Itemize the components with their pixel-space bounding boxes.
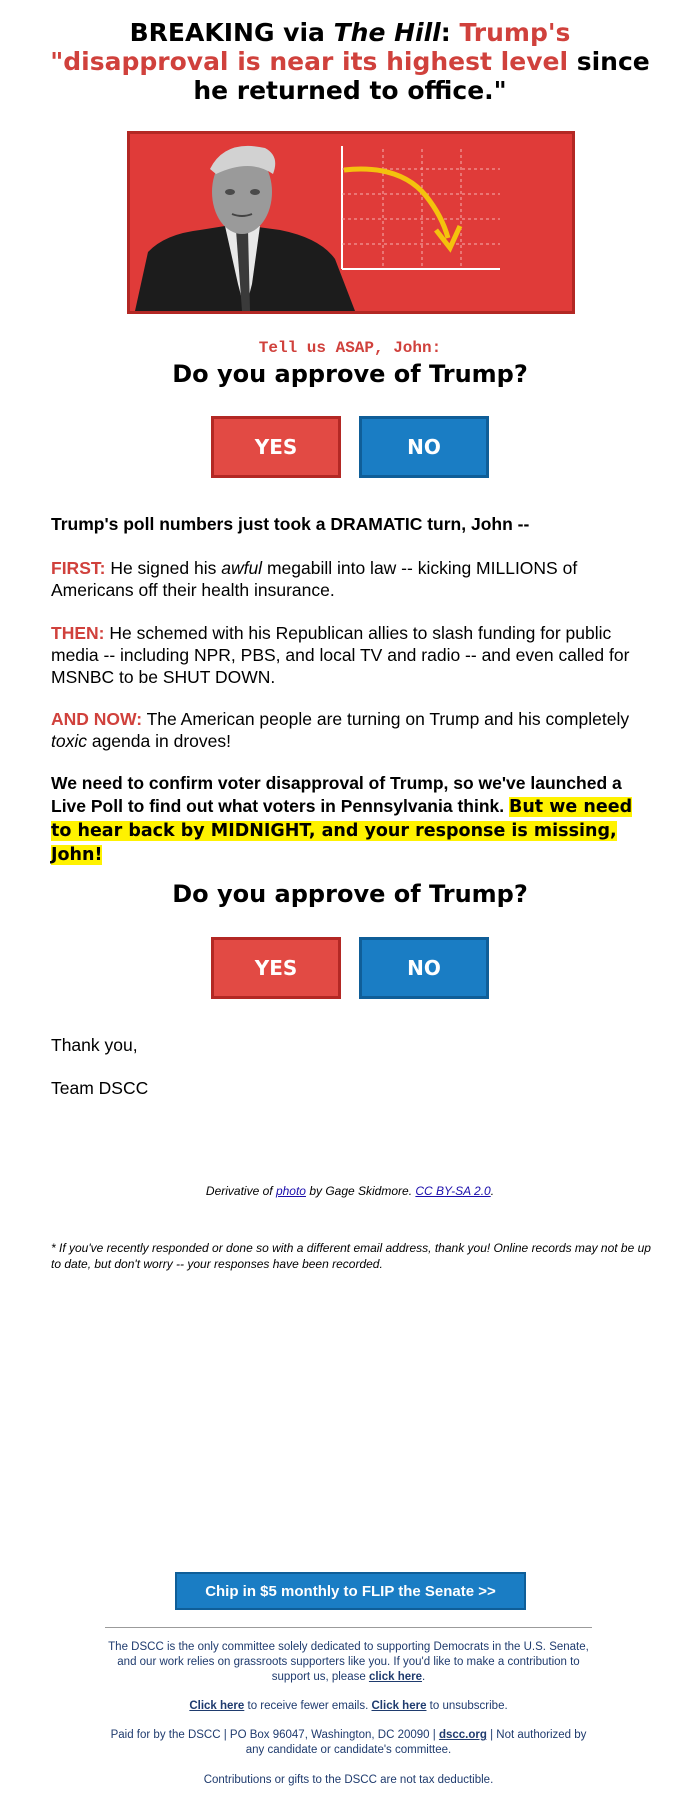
prompt-tell: Tell us ASAP, John:	[258, 339, 442, 357]
headline-quote: Trump's "disapproval is near its highest level	[50, 18, 571, 76]
confirm-paragraph	[51, 772, 651, 867]
paid-end-text: | Not authorized by any candidate or candidate's committee.	[245, 1729, 587, 1756]
footer-about	[105, 1640, 592, 1685]
no-button-2[interactable]: NO	[359, 937, 489, 999]
yes-button-2[interactable]: YES	[211, 937, 341, 999]
now-text-b: agenda in droves!	[86, 731, 231, 751]
now-emphasis: toxic	[51, 731, 87, 751]
first-text-a: He signed his	[105, 558, 222, 578]
headline-source: The Hill	[333, 18, 441, 47]
deadline-highlight: But we need to hear back by MIDNIGHT, and your response is missing, John!	[51, 797, 633, 865]
footnote: * If you've recently responded or done so with a different email address, thank you! Online records may not be up to date, but don't worry -- your responses have been recorded.	[51, 1241, 651, 1271]
license-link[interactable]: CC BY-SA 2.0	[415, 1184, 491, 1198]
headline-colon: :	[440, 18, 460, 47]
then-paragraph	[51, 622, 651, 688]
confirm-text: We need to confirm voter disapproval of Trump, so we've launched a Live Poll to find out what voters in Pennsylvania think.	[51, 773, 622, 816]
paid-text: Paid for by the DSCC | PO Box 96047, Washington, DC 20090 |	[110, 1729, 439, 1741]
now-text-a: The American people are turning on Trump and his completely	[142, 709, 630, 729]
unsubscribe-text: to unsubscribe.	[426, 1700, 508, 1712]
first-emphasis: awful	[221, 558, 263, 578]
question-title-2: Do you approve of Trump?	[172, 880, 528, 908]
unsubscribe-link[interactable]: Click here	[371, 1700, 427, 1712]
now-paragraph	[51, 708, 651, 752]
footer-about-end: .	[422, 1671, 426, 1683]
yes-button[interactable]: YES	[211, 416, 341, 478]
first-label: FIRST:	[51, 558, 106, 578]
then-label: THEN:	[51, 623, 105, 643]
fewer-emails-text: to receive fewer emails.	[244, 1700, 372, 1712]
fewer-emails-link[interactable]: Click here	[189, 1700, 245, 1712]
no-button[interactable]: NO	[359, 416, 489, 478]
headline	[40, 18, 660, 105]
intro-line: Trump's poll numbers just took a DRAMATIC turn, John --	[51, 514, 530, 534]
photo-link[interactable]: photo	[275, 1184, 306, 1198]
now-label: AND NOW:	[51, 709, 143, 729]
question-title: Do you approve of Trump?	[172, 360, 528, 388]
chip-in-button[interactable]: Chip in $5 monthly to FLIP the Senate >>	[175, 1572, 526, 1610]
then-text: He schemed with his Republican allies to slash funding for public media -- including NPR, PBS, and local TV and radio -- and even called for MSNBC to be SHUT DOWN.	[51, 623, 630, 687]
hero-image[interactable]	[127, 131, 575, 314]
signoff-thanks: Thank you,	[51, 1035, 138, 1055]
footer-divider	[105, 1627, 592, 1628]
first-text-b: megabill into law -- kicking MILLIONS of Americans off their health insurance.	[51, 558, 578, 600]
attribution-pre: Derivative of	[205, 1184, 276, 1198]
signoff-team: Team DSCC	[51, 1078, 149, 1098]
headline-rest: since he returned to office."	[193, 47, 650, 105]
dscc-site-link[interactable]: dscc.org	[438, 1729, 487, 1741]
contribute-link[interactable]: click here	[368, 1671, 423, 1683]
footer-tax: Contributions or gifts to the DSCC are not tax deductible.	[203, 1774, 494, 1786]
attribution-mid: by Gage Skidmore.	[305, 1184, 416, 1198]
footer-paid-for	[105, 1728, 592, 1758]
photo-attribution	[0, 1184, 700, 1198]
hero-illustration	[130, 134, 572, 311]
footer-email-prefs	[105, 1699, 592, 1714]
headline-breaking: BREAKING via	[129, 18, 334, 47]
footer-about-text: The DSCC is the only committee solely dedicated to supporting Democrats in the U.S. Senate, and our work relies on grassroots supporters like you. If you'd like to make a contribution to support us, please	[108, 1641, 589, 1683]
first-paragraph	[51, 557, 651, 601]
attribution-post: .	[490, 1184, 495, 1198]
